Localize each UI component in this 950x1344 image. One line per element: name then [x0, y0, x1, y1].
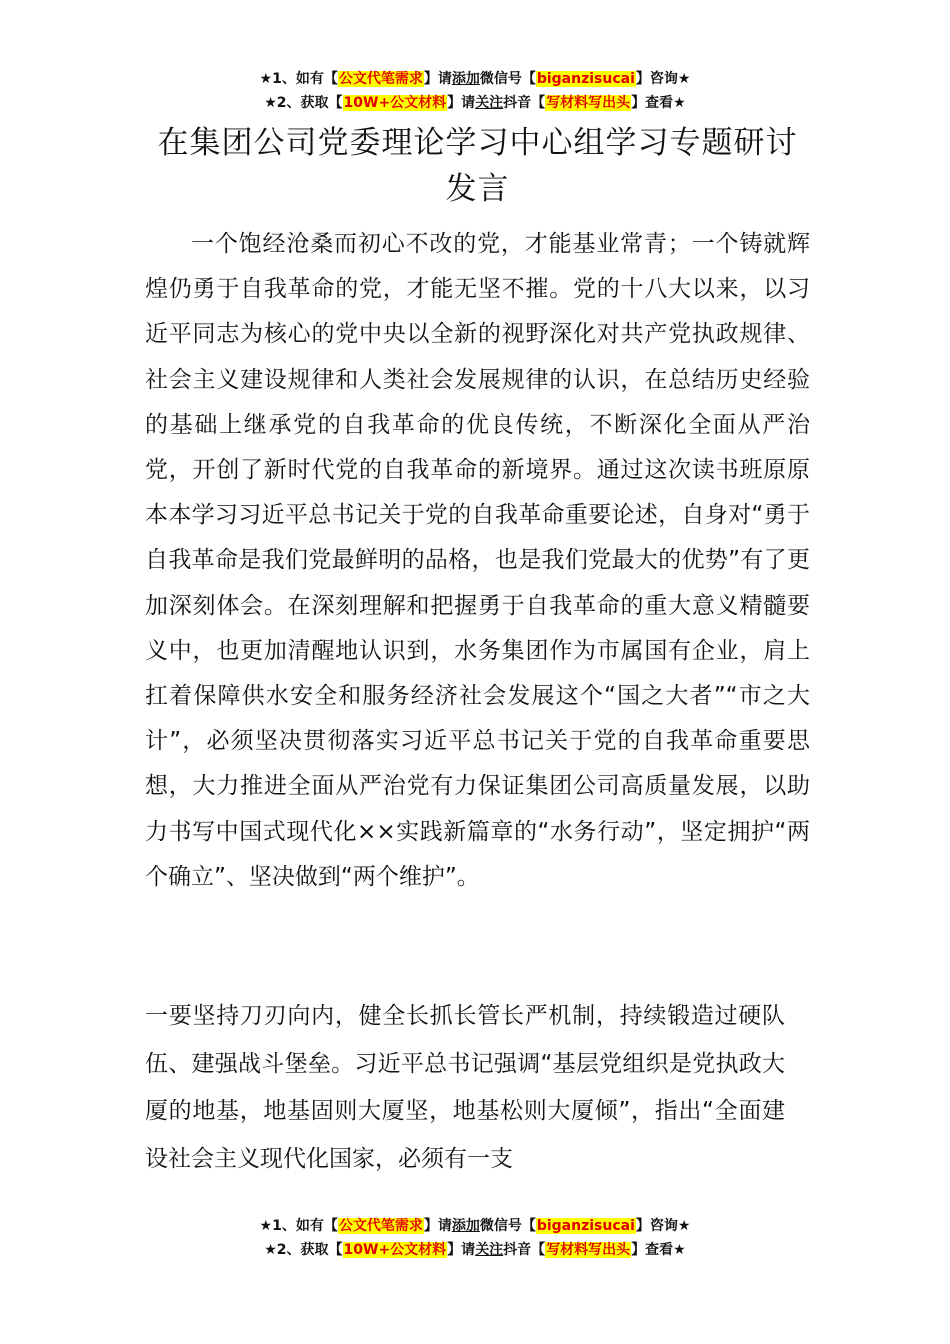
body-paragraph-2: 一要坚持刀刃向内，健全长抓长管长严机制，持续锻造过硬队伍、建强战斗堡垒。习近平总书记强调“基层党组织是党执政大厦的地基，地基固则大厦坚，地基松则大厦倾”，指出“全面建设社会主义现代化国家，必须有一支: [145, 1003, 785, 1172]
promo-underline: 添加: [451, 1218, 480, 1234]
promo-highlight-service: 公文代笔需求: [338, 71, 423, 87]
promo-text: ★2、获取【: [264, 1242, 343, 1258]
promo-underline: 添加: [451, 71, 480, 87]
promo-underline: 关注: [475, 1242, 504, 1258]
document-title: 在集团公司党委理论学习中心组学习专题研讨发言: [157, 125, 798, 207]
promo-text: 】请: [423, 1218, 452, 1234]
promo-highlight-douyin: 写材料写出头: [546, 95, 631, 111]
promo-line-2: [0, 1238, 950, 1262]
promo-line-1: [0, 1214, 950, 1238]
promo-text: 】请: [447, 1242, 476, 1258]
body-paragraph-1: 一个饱经沧桑而初心不改的党，才能基业常青；一个铸就辉煌仍勇于自我革命的党，才能无坚不摧。党的十八大以来，以习近平同志为核心的党中央以全新的视野深化对共产党执政规律、社会主义建设规律和人类社会发展规律的认识，在总结历史经验的基础上继承党的自我革命的优良传统，不断深化全面从严治党，开创了新时代党的自我革命的新境界。通过这次读书班原原本本学习习近平总书记关于党的自我革命重要论述，自身对“勇于自我革命是我们党最鲜明的品格，也是我们党最大的优势”有了更加深刻体会。在深刻理解和把握勇于自我革命的重大意义精髓要义中，也更加清醒地认识到，水务集团作为市属国有企业，肩上扛着保障供水安全和服务经济社会发展这个“国之大者”“市之大计”，必须坚决贯彻落实习近平总书记关于党的自我革命重要思想，大力推进全面从严治党有力保证集团公司高质量发展，以助力书写中国式现代化××实践新篇章的“水务行动”，坚定拥护“两个确立”、坚决做到“两个维护”。: [145, 231, 810, 890]
promo-header: [0, 67, 950, 115]
promo-highlight-wechat: biganzisucai: [536, 71, 635, 87]
promo-text: ★1、如有【: [259, 1218, 338, 1234]
promo-highlight-service: 公文代笔需求: [338, 1218, 423, 1234]
promo-text: 抖音【: [503, 95, 546, 111]
promo-highlight-materials: 10W+公文材料: [343, 95, 447, 111]
promo-text: 微信号【: [479, 1218, 536, 1234]
promo-highlight-materials: 10W+公文材料: [343, 1242, 447, 1258]
promo-footer: [0, 1214, 950, 1262]
promo-text: 微信号【: [479, 71, 536, 87]
promo-text: 抖音【: [503, 1242, 546, 1258]
promo-highlight-douyin: 写材料写出头: [546, 1242, 631, 1258]
promo-highlight-wechat: biganzisucai: [536, 1218, 635, 1234]
promo-text: 】咨询★: [635, 1218, 691, 1234]
promo-text: 】咨询★: [635, 71, 691, 87]
promo-text: 】查看★: [631, 1242, 686, 1258]
promo-text: ★2、获取【: [264, 95, 343, 111]
promo-text: 】请: [447, 95, 476, 111]
promo-underline: 关注: [475, 95, 504, 111]
promo-text: 】请: [423, 71, 452, 87]
promo-line-2: [0, 91, 950, 115]
promo-line-1: [0, 67, 950, 91]
promo-text: ★1、如有【: [259, 71, 338, 87]
promo-text: 】查看★: [631, 95, 686, 111]
